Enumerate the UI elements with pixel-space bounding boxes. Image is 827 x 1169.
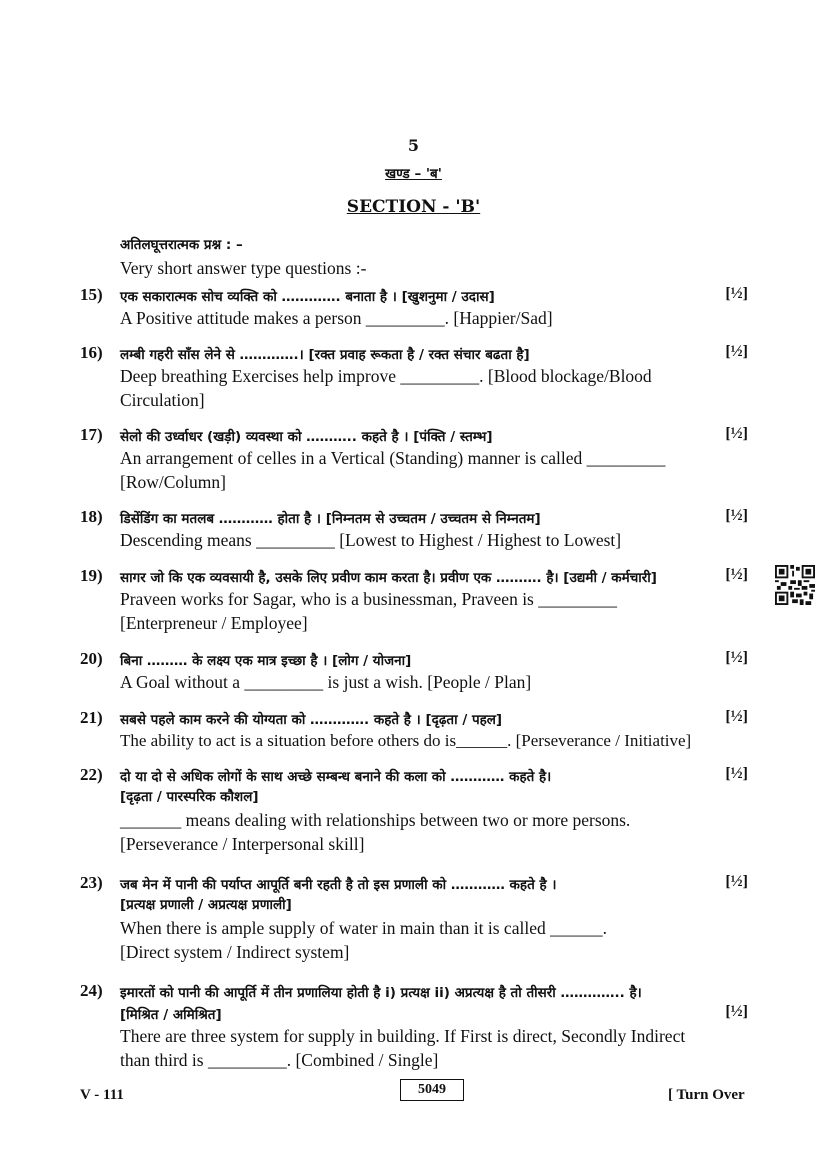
question-english-line: The ability to act is a situation before others do is______. [Perseverance / Initiative] (120, 731, 692, 750)
question-hindi: लम्बी गहरी साँस लेने से ………….। [रक्त प्रवाह रूकता है / रक्त संचार बढता है] (120, 347, 530, 363)
question-number: 21) (80, 708, 103, 727)
question-english-line: There are three system for supply in building. If First is direct, Secondly Indirect (120, 1026, 686, 1046)
khand-heading (0, 164, 827, 182)
question-marks: [½] (725, 1003, 748, 1020)
question-hindi: डिसेंडिंग का मतलब ………… होता है । [निम्नतम से उच्चतम / उच्चतम से निम्नतम] (120, 511, 541, 527)
question-16 (80, 342, 748, 412)
question-english-line: Deep breathing Exercises help improve _________. [Blood blockage/Blood (120, 366, 652, 386)
question-header (80, 506, 748, 528)
question-header (80, 565, 748, 587)
question-hindi-options: [मिश्रित / अमिश्रित] (120, 1007, 222, 1023)
khand-heading-text: खण्ड – 'ब' (385, 166, 442, 182)
question-hindi: इमारतों को पानी की आपूर्ति में तीन प्रणालिया होती है i) प्रत्यक्ष ii) अप्रत्यक्ष है तो तीसरी ………….. है। (120, 985, 642, 1001)
question-subheader (80, 1002, 748, 1024)
question-english-line: [Enterpreneur / Employee] (120, 613, 308, 633)
question-english-line: When there is ample supply of water in main than it is called ______. (120, 918, 607, 938)
question-hindi: सबसे पहले काम करने की योग्यता को …………. कहते है । [दृढ़ता / पहल] (120, 712, 503, 728)
question-header (80, 872, 748, 894)
question-hindi-options: [प्रत्यक्ष प्रणाली / अप्रत्यक्ष प्रणाली] (120, 897, 292, 913)
question-english-line: Circulation] (120, 390, 205, 410)
question-hindi: सेलो की उर्ध्वाधर (खड़ी) व्यवस्था को ……….. कहते है । [पंक्ति / स्तम्भ] (120, 429, 493, 445)
question-hindi: सागर जो कि एक व्यवसायी है, उसके लिए प्रवीण काम करता है। प्रवीण एक ………. है। [उद्यमी / कर्मचारी] (120, 570, 657, 586)
question-hindi: दो या दो से अधिक लोगों के साथ अच्छे सम्बन्ध बनाने की कला को ………… कहते है। (120, 769, 552, 785)
question-header (80, 707, 748, 729)
intro-hindi: अतिलघूत्तरात्मक प्रश्न : – (120, 237, 243, 253)
question-number: 17) (80, 425, 103, 444)
question-22 (80, 764, 748, 856)
question-number: 19) (80, 566, 103, 585)
page-number: 5 (407, 136, 420, 155)
question-number: 18) (80, 507, 103, 526)
question-marks: [½] (725, 566, 748, 583)
question-19 (80, 565, 748, 635)
question-marks: [½] (725, 343, 748, 360)
question-english-line: [Row/Column] (120, 472, 226, 492)
paper-code: V - 111 (80, 1087, 124, 1103)
turn-over-label: [ Turn Over (668, 1087, 745, 1103)
question-number: 22) (80, 765, 103, 784)
question-number: 20) (80, 649, 103, 668)
question-header (80, 424, 748, 446)
question-hindi: एक सकारात्मक सोच व्यक्ति को …………. बनाता है । [खुशनुमा / उदास] (120, 289, 495, 305)
question-marks: [½] (725, 708, 748, 725)
question-hindi-options: [दृढ़ता / पारस्परिक कौशल] (120, 789, 259, 805)
section-heading-text: SECTION - 'B' (346, 197, 481, 217)
page-code-box: 5049 (400, 1079, 464, 1101)
intro-english: Very short answer type questions :- (120, 258, 367, 278)
question-marks: [½] (725, 507, 748, 524)
question-marks: [½] (725, 873, 748, 890)
question-english-line: Descending means _________ [Lowest to Highest / Highest to Lowest] (120, 530, 622, 550)
question-18 (80, 506, 748, 552)
question-marks: [½] (725, 285, 748, 302)
question-23 (80, 872, 748, 964)
question-english-line: An arrangement of celles in a Vertical (Standing) manner is called _________ (120, 448, 666, 468)
question-header (80, 980, 748, 1002)
qr-code-icon (775, 565, 815, 605)
question-english-line: Praveen works for Sagar, who is a businessman, Praveen is _________ (120, 589, 617, 609)
section-heading (0, 197, 827, 217)
question-english-line: _______ means dealing with relationships between two or more persons. (120, 810, 631, 830)
question-header (80, 764, 748, 786)
question-15 (80, 284, 748, 330)
question-17 (80, 424, 748, 494)
question-hindi: बिना ……… के लक्ष्य एक मात्र इच्छा है । [लोग / योजना] (120, 653, 412, 669)
question-marks: [½] (725, 765, 748, 782)
question-header (80, 284, 748, 306)
question-english-line: [Perseverance / Interpersonal skill] (120, 834, 365, 854)
question-english-line: A Goal without a _________ is just a wish. [People / Plan] (120, 672, 532, 692)
question-english-line: A Positive attitude makes a person _________. [Happier/Sad] (120, 308, 553, 328)
question-hindi: जब मेन में पानी की पर्याप्त आपूर्ति बनी रहती है तो इस प्रणाली को ………… कहते है । (120, 877, 557, 893)
question-number: 23) (80, 873, 103, 892)
question-marks: [½] (725, 649, 748, 666)
question-english-line: than third is _________. [Combined / Single] (120, 1050, 439, 1070)
question-number: 15) (80, 285, 103, 304)
question-header (80, 342, 748, 364)
question-24 (80, 980, 748, 1072)
question-number: 24) (80, 981, 103, 1000)
question-20 (80, 648, 748, 694)
question-number: 16) (80, 343, 103, 362)
question-marks: [½] (725, 425, 748, 442)
question-header (80, 648, 748, 670)
question-21 (80, 707, 748, 753)
question-english-line: [Direct system / Indirect system] (120, 942, 350, 962)
